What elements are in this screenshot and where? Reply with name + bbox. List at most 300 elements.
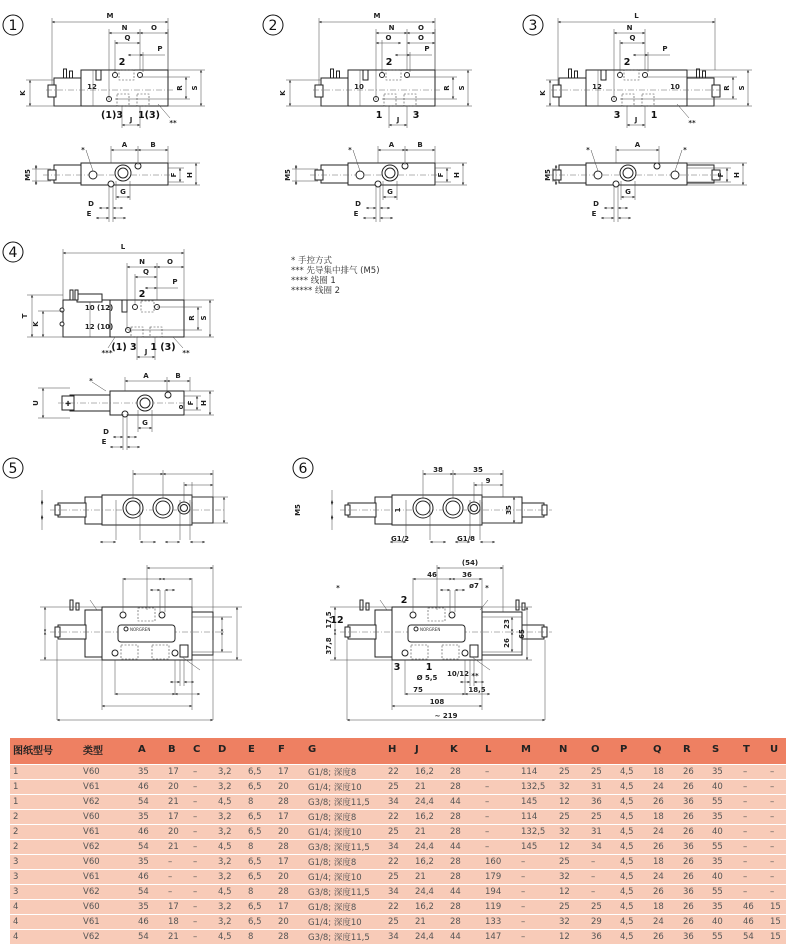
dimension-label: Ø 5,5: [416, 674, 438, 682]
table-cell: 34: [385, 840, 412, 855]
table-cell: 34: [385, 795, 412, 810]
table-cell: 18: [650, 855, 680, 870]
column-header: B: [165, 738, 190, 765]
solenoid-coil: [321, 78, 348, 106]
table-cell: G3/8; 深度11,5: [305, 840, 385, 855]
table-cell: 36: [680, 795, 709, 810]
dimension-label: N: [121, 24, 128, 32]
port-label: 3: [393, 662, 401, 673]
table-cell: 24,4: [412, 840, 447, 855]
table-cell: 20: [165, 780, 190, 795]
table-cell: 46: [740, 900, 767, 915]
table-cell: V62: [80, 840, 135, 855]
table-cell: 4,5: [617, 765, 650, 780]
port-label: 3: [613, 110, 621, 121]
column-header: K: [447, 738, 482, 765]
port-label-2: 2: [385, 57, 393, 68]
column-header: R: [680, 738, 709, 765]
table-row: [10, 900, 786, 915]
connector-pin: [70, 600, 73, 610]
table-cell: 32: [556, 870, 588, 885]
connector-pin: [516, 600, 519, 610]
table-cell: 21: [165, 930, 190, 945]
table-cell: 36: [680, 840, 709, 855]
table-cell: –: [165, 855, 190, 870]
note-marker: *: [336, 584, 340, 592]
dimension-label: F: [187, 400, 195, 406]
connector-pin: [360, 600, 363, 610]
table-cell: 20: [275, 915, 305, 930]
table-cell: V61: [80, 870, 135, 885]
leader-line: [92, 382, 106, 391]
solenoid-coil: [321, 165, 348, 183]
table-cell: 3: [10, 885, 80, 900]
pilot-exhaust-fitting: [180, 645, 188, 657]
table-cell: 4: [10, 900, 80, 915]
note-marker: *: [89, 377, 93, 385]
table-cell: 55: [709, 795, 740, 810]
table-cell: 1: [10, 795, 80, 810]
dimension-label: 1: [394, 507, 402, 513]
pilot-label: 12: [87, 83, 97, 91]
table-cell: 133: [482, 915, 518, 930]
solenoid-coil: [687, 78, 714, 106]
table-cell: 4,5: [617, 900, 650, 915]
note-marker: *: [348, 146, 352, 154]
table-cell: 46: [740, 915, 767, 930]
table-cell: –: [190, 780, 215, 795]
port-circle: [172, 650, 178, 656]
dimension-label: P: [662, 45, 668, 53]
table-row: [10, 780, 786, 795]
table-cell: 26: [650, 840, 680, 855]
dimension-label: Q: [629, 34, 636, 42]
table-cell: 6,5: [245, 765, 275, 780]
dimension-label: **: [471, 672, 479, 680]
manual-override: [77, 294, 102, 302]
connector-pin: [522, 603, 525, 610]
table-cell: G3/8; 深度11,5: [305, 930, 385, 945]
table-cell: 54: [135, 795, 165, 810]
table-cell: 4,5: [215, 885, 245, 900]
dimension-label: E: [101, 438, 107, 446]
table-cell: 32: [556, 780, 588, 795]
dimension-label: A: [143, 372, 149, 380]
note-marker: *: [485, 584, 489, 592]
solenoid-coil: [559, 165, 586, 183]
port-label: (1) 3: [111, 342, 137, 353]
table-cell: 4: [10, 930, 80, 945]
dimension-label: **: [688, 119, 696, 127]
table-cell: G1/8; 深度8: [305, 765, 385, 780]
leader-line: [480, 600, 488, 610]
dimension-label: O: [167, 258, 173, 266]
table-cell: 22: [385, 855, 412, 870]
table-cell: –: [190, 900, 215, 915]
table-row: [10, 795, 786, 810]
table-cell: V60: [80, 855, 135, 870]
column-header: H: [385, 738, 412, 765]
table-cell: V62: [80, 795, 135, 810]
leader-line: [90, 600, 97, 610]
table-cell: 36: [680, 885, 709, 900]
dimension-label: O: [151, 24, 157, 32]
dimension-label: 36: [462, 571, 472, 579]
manual-override: [89, 171, 97, 179]
table-cell: 28: [447, 780, 482, 795]
table-cell: 24: [650, 915, 680, 930]
port-circle: [133, 305, 138, 310]
dimension-label: Q: [143, 268, 149, 276]
dimension-label: O: [418, 34, 424, 42]
table-cell: 35: [709, 855, 740, 870]
column-header: U: [767, 738, 786, 765]
indicator: [60, 322, 64, 326]
column-header: T: [740, 738, 767, 765]
table-cell: 40: [709, 870, 740, 885]
table-cell: 8: [245, 795, 275, 810]
pilot-label: 12 (10): [84, 323, 114, 331]
dimension-label: O: [418, 24, 424, 32]
dimension-label: H: [733, 172, 741, 178]
table-cell: V61: [80, 825, 135, 840]
port-label: (1)3: [101, 110, 123, 121]
table-cell: 132,5: [518, 780, 556, 795]
solenoid-coil: [559, 78, 586, 106]
table-cell: 15: [767, 930, 786, 945]
dimension-label: N: [626, 24, 633, 32]
table-cell: 18: [650, 765, 680, 780]
solenoid-coil: [54, 165, 81, 183]
table-cell: 26: [650, 885, 680, 900]
connector-pin: [569, 69, 572, 78]
table-cell: 4,5: [215, 840, 245, 855]
port-inner: [471, 505, 478, 512]
table-cell: –: [767, 810, 786, 825]
table-cell: 3,2: [215, 900, 245, 915]
dimension-label: G: [387, 188, 393, 196]
dimension-label: P: [157, 45, 163, 53]
norgren-logo: NORGREN: [420, 627, 441, 632]
port-label: 1: [650, 110, 658, 121]
port-inner: [118, 168, 128, 178]
table-cell: 55: [709, 885, 740, 900]
table-cell: 29: [588, 915, 617, 930]
dimension-label: G: [625, 188, 631, 196]
port-circle: [112, 650, 118, 656]
table-cell: V60: [80, 810, 135, 825]
table-cell: –: [190, 810, 215, 825]
dimension-label: J: [634, 116, 638, 124]
dimension-label: O: [385, 34, 392, 42]
port-inner: [126, 501, 140, 515]
valve-body: [110, 300, 184, 337]
dimension-label: 37,8: [325, 637, 333, 655]
table-cell: 31: [588, 825, 617, 840]
table-cell: 16,2: [412, 855, 447, 870]
dimension-label: L: [634, 12, 639, 20]
table-cell: 15: [767, 915, 786, 930]
solenoid-coil: [687, 165, 714, 183]
table-cell: 26: [680, 870, 709, 885]
table-cell: 21: [165, 795, 190, 810]
table-cell: 8: [245, 930, 275, 945]
table-cell: 25: [385, 780, 412, 795]
table-cell: 26: [650, 930, 680, 945]
dimension-label: K: [19, 90, 27, 96]
pilot-exhaust-fitting: [470, 645, 478, 657]
table-cell: 44: [447, 930, 482, 945]
table-cell: –: [190, 855, 215, 870]
end-cap: [192, 612, 213, 655]
table-cell: 17: [275, 765, 305, 780]
dimension-label: N: [388, 24, 395, 32]
table-cell: 20: [275, 780, 305, 795]
table-header-row: [10, 738, 786, 765]
dimension-label: D: [355, 200, 361, 208]
table-cell: –: [740, 870, 767, 885]
table-cell: 4,5: [215, 930, 245, 945]
drawing-number: 6: [298, 461, 308, 477]
table-cell: 25: [385, 870, 412, 885]
table-cell: 46: [135, 915, 165, 930]
note-coil-1: **** 线圈 1: [291, 276, 336, 286]
table-cell: 16,2: [412, 765, 447, 780]
table-cell: 145: [518, 795, 556, 810]
table-cell: 26: [680, 825, 709, 840]
dimension-label: M: [106, 12, 114, 20]
dimension-label: R: [723, 85, 731, 91]
table-cell: 114: [518, 765, 556, 780]
table-cell: 8: [245, 885, 275, 900]
dimension-label: (54): [461, 559, 479, 567]
drawing-number: 2: [268, 18, 278, 34]
column-header: O: [588, 738, 617, 765]
dimension-label: M5: [294, 504, 302, 516]
table-cell: 17: [165, 810, 190, 825]
table-cell: 36: [588, 930, 617, 945]
dimension-label: H: [200, 400, 208, 406]
table-cell: 24,4: [412, 885, 447, 900]
table-cell: 24: [650, 870, 680, 885]
table-cell: 16,2: [412, 900, 447, 915]
table-cell: 2: [10, 825, 80, 840]
port-label: 3: [412, 110, 420, 121]
table-cell: 36: [588, 795, 617, 810]
table-cell: 26: [680, 855, 709, 870]
dimension-label: Q: [124, 34, 131, 42]
table-cell: –: [767, 855, 786, 870]
table-cell: 28: [447, 870, 482, 885]
table-cell: 3: [10, 855, 80, 870]
pilot-actuator: [375, 497, 392, 524]
dimension-label: R: [176, 85, 184, 91]
dimension-label: N: [139, 258, 145, 266]
dimension-label: T: [21, 313, 29, 319]
dimension-label: S: [738, 85, 746, 91]
dimension-label: E: [591, 210, 597, 218]
port-inner: [140, 398, 150, 408]
table-cell: 34: [385, 885, 412, 900]
table-cell: –: [767, 795, 786, 810]
column-header: G: [305, 738, 385, 765]
column-header: Q: [650, 738, 680, 765]
port-circle: [165, 392, 171, 398]
table-cell: 26: [680, 765, 709, 780]
table-cell: 22: [385, 765, 412, 780]
table-cell: 34: [385, 930, 412, 945]
table-cell: –: [482, 810, 518, 825]
dimension-label: H: [453, 172, 461, 178]
dimension-label: D: [103, 428, 109, 436]
dimension-label: 75: [413, 686, 423, 694]
port-circle: [159, 612, 165, 618]
dimension-label: P: [424, 45, 430, 53]
table-cell: 40: [709, 915, 740, 930]
table-cell: 28: [447, 765, 482, 780]
dimension-label: 46: [427, 571, 437, 579]
table-cell: 24,4: [412, 795, 447, 810]
table-cell: 28: [275, 930, 305, 945]
dimension-label: 17,5: [325, 611, 333, 629]
table-cell: –: [482, 765, 518, 780]
pilot-label: 12: [592, 83, 602, 91]
connector-pin: [366, 603, 369, 610]
table-row: [10, 915, 786, 930]
dimension-label: S: [200, 315, 208, 321]
indicator: [60, 308, 64, 312]
port-label-2: 2: [118, 57, 126, 68]
drawing-number: 5: [8, 461, 18, 477]
port-circle: [402, 650, 408, 656]
table-cell: 18: [650, 900, 680, 915]
table-cell: 28: [447, 810, 482, 825]
dimension-label: 108: [429, 698, 445, 706]
table-cell: 26: [680, 810, 709, 825]
dimension-label: E: [86, 210, 92, 218]
table-cell: –: [767, 825, 786, 840]
table-cell: V62: [80, 930, 135, 945]
dimension-label: F: [170, 172, 178, 178]
logo-mark: [414, 627, 418, 631]
port-label: 1: [425, 662, 433, 673]
table-cell: –: [767, 870, 786, 885]
dimension-label: J: [396, 116, 400, 124]
dimension-label: J: [144, 348, 148, 356]
table-cell: G1/8; 深度8: [305, 855, 385, 870]
port-circle: [410, 612, 416, 618]
manual-override-plunger: [315, 85, 323, 97]
table-cell: 1: [10, 780, 80, 795]
drawing-number: 3: [528, 18, 538, 34]
dimension-label: R: [443, 85, 451, 91]
table-cell: –: [190, 765, 215, 780]
manual-override-plunger: [48, 85, 56, 97]
dimension-label: J: [129, 116, 133, 124]
port-circle: [462, 650, 468, 656]
table-cell: 3,2: [215, 870, 245, 885]
table-cell: 36: [680, 930, 709, 945]
table-cell: 24,4: [412, 930, 447, 945]
dimension-label: L: [120, 243, 126, 251]
table-cell: –: [518, 900, 556, 915]
table-cell: 4: [10, 915, 80, 930]
dimension-label: A: [634, 141, 641, 149]
table-cell: 12: [556, 885, 588, 900]
dimension-label: H: [186, 172, 194, 178]
table-cell: 4,5: [617, 840, 650, 855]
table-cell: 21: [412, 870, 447, 885]
logo-mark: [124, 627, 128, 631]
port-inner: [385, 168, 395, 178]
table-cell: –: [767, 765, 786, 780]
norgren-logo: NORGREN: [130, 627, 151, 632]
table-cell: –: [482, 825, 518, 840]
dimension-label: M5: [284, 169, 292, 181]
table-row: [10, 825, 786, 840]
table-cell: 3: [10, 870, 80, 885]
table-cell: 35: [709, 900, 740, 915]
table-cell: –: [740, 885, 767, 900]
dimension-label: G: [142, 419, 148, 427]
dimension-label: B: [175, 372, 181, 380]
table-cell: V61: [80, 915, 135, 930]
table-cell: 21: [412, 915, 447, 930]
dimension-label: 35: [473, 466, 483, 474]
table-cell: 44: [447, 885, 482, 900]
column-header: F: [275, 738, 305, 765]
table-cell: 46: [135, 780, 165, 795]
dimension-label: M: [373, 12, 381, 20]
table-cell: 3,2: [215, 825, 245, 840]
table-cell: –: [740, 825, 767, 840]
table-cell: 54: [135, 840, 165, 855]
manual-override-symbol: ✚: [65, 400, 71, 408]
table-cell: 114: [518, 810, 556, 825]
table-cell: V60: [80, 900, 135, 915]
table-row: [10, 870, 786, 885]
table-cell: –: [740, 780, 767, 795]
table-cell: 35: [135, 855, 165, 870]
table-cell: 55: [709, 840, 740, 855]
table-cell: G1/4; 深度10: [305, 870, 385, 885]
table-cell: –: [190, 840, 215, 855]
solenoid-coil: [375, 610, 392, 657]
column-header: E: [245, 738, 275, 765]
legend-notes: [291, 256, 380, 296]
table-cell: 147: [482, 930, 518, 945]
table-cell: –: [190, 930, 215, 945]
table-cell: 17: [275, 855, 305, 870]
port-circle: [449, 612, 455, 618]
port-inner: [156, 501, 170, 515]
table-cell: 22: [385, 900, 412, 915]
dimension-label: B: [150, 141, 156, 149]
table-cell: 25: [588, 900, 617, 915]
table-cell: 12: [556, 840, 588, 855]
table-cell: 3,2: [215, 765, 245, 780]
table-cell: 28: [275, 885, 305, 900]
table-cell: 35: [135, 900, 165, 915]
label-plate: [601, 70, 606, 80]
table-cell: 28: [447, 825, 482, 840]
dimension-label: G1/8: [456, 535, 476, 543]
table-cell: 3,2: [215, 915, 245, 930]
dimension-label: K: [279, 90, 287, 96]
column-header: A: [135, 738, 165, 765]
table-cell: –: [767, 840, 786, 855]
table-cell: 2: [10, 810, 80, 825]
